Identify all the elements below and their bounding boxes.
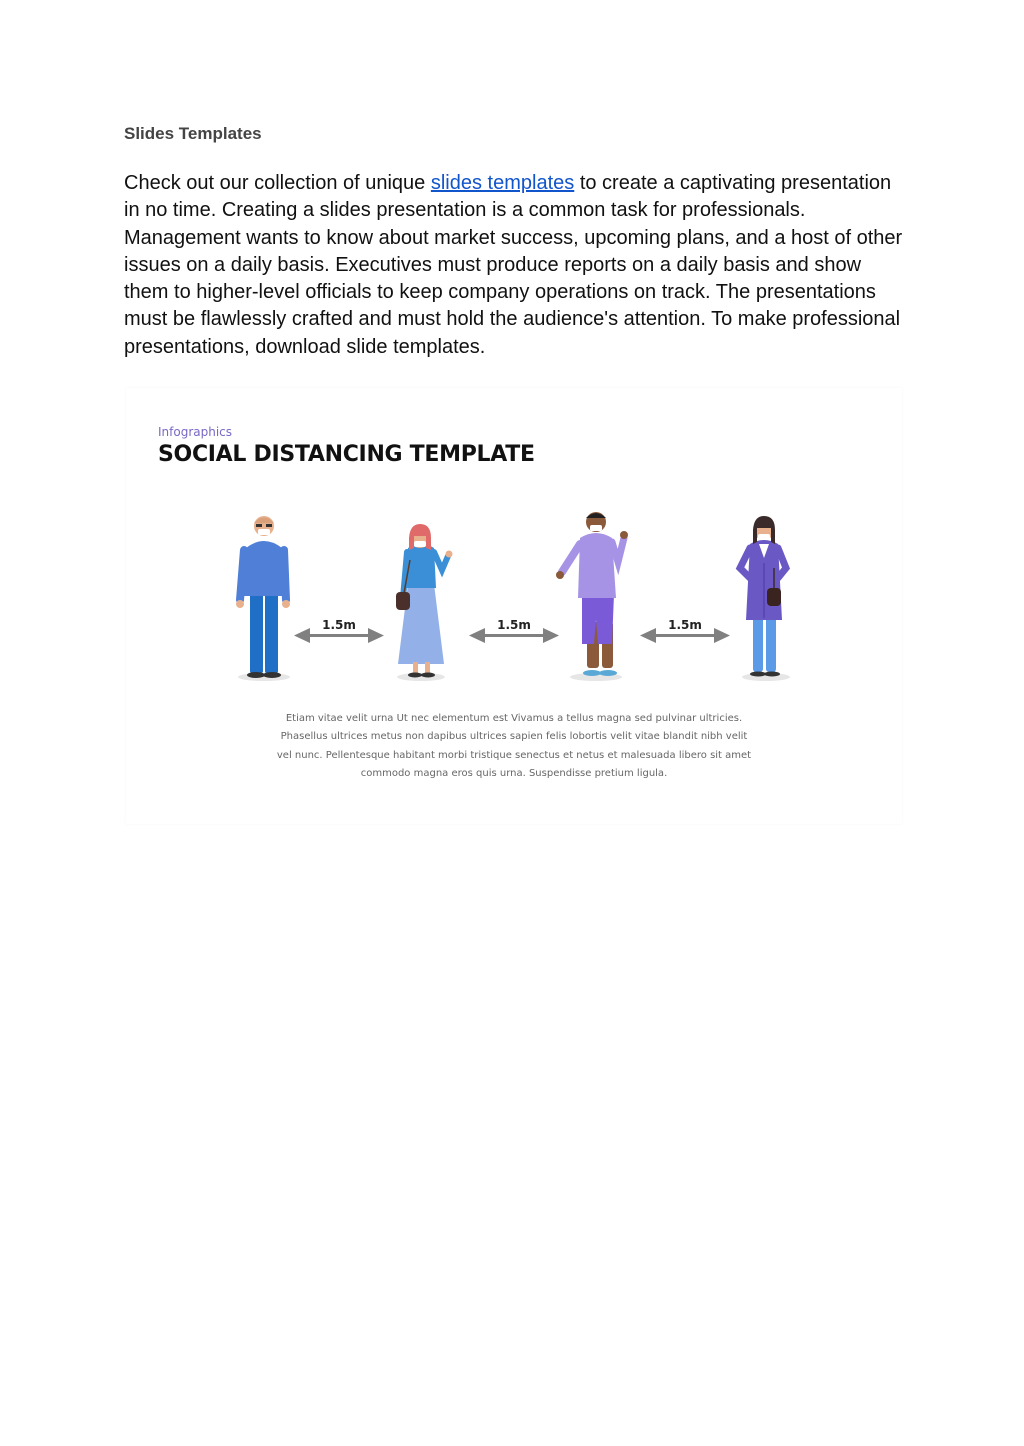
infographic-image [126, 388, 902, 824]
section-heading: Slides Templates [124, 124, 262, 143]
infographic-title: SOCIAL DISTANCING TEMPLATE [158, 442, 535, 467]
body-paragraph [124, 170, 904, 361]
person-icon [236, 516, 290, 678]
distance-label: 1.5m [668, 618, 702, 632]
paragraph-text-start: Check out our collection of unique [124, 172, 431, 194]
slides-templates-link[interactable]: slides templates [430, 172, 575, 194]
ground-shadows [238, 673, 790, 681]
person-icon [556, 512, 628, 676]
infographic-kicker: Infographics [158, 425, 233, 439]
person-icon [740, 516, 786, 677]
paragraph-text-end: to create a captivating presentation in no time. Creating a slides presentation is a common task for professionals. Management wants to know about market success, upcoming plans, and a host of other issues on a daily basis. Executives must produce reports on a daily basis and show them to higher-level officials to keep company operations on track. The presentations must be flawlessly crafted and must hold the audience's attention. To make professional presentations, download slide templates. [124, 172, 903, 358]
person-icon [396, 524, 453, 678]
distance-label: 1.5m [497, 618, 531, 632]
distance-label: 1.5m [322, 618, 356, 632]
infographic-caption: Etiam vitae velit urna Ut nec elementum est Vivamus a tellus magna sed pulvinar ultricies. Phasellus ultrices metus non dapibus ultrices sapien felis lobortis velit vitae blandit nibh velit vel nunc. Pellentesque habitant morbi tristique senectus et netus et malesuada libero sit amet commodo magna eros quis urna. Suspendisse pretium ligula. [276, 713, 752, 779]
